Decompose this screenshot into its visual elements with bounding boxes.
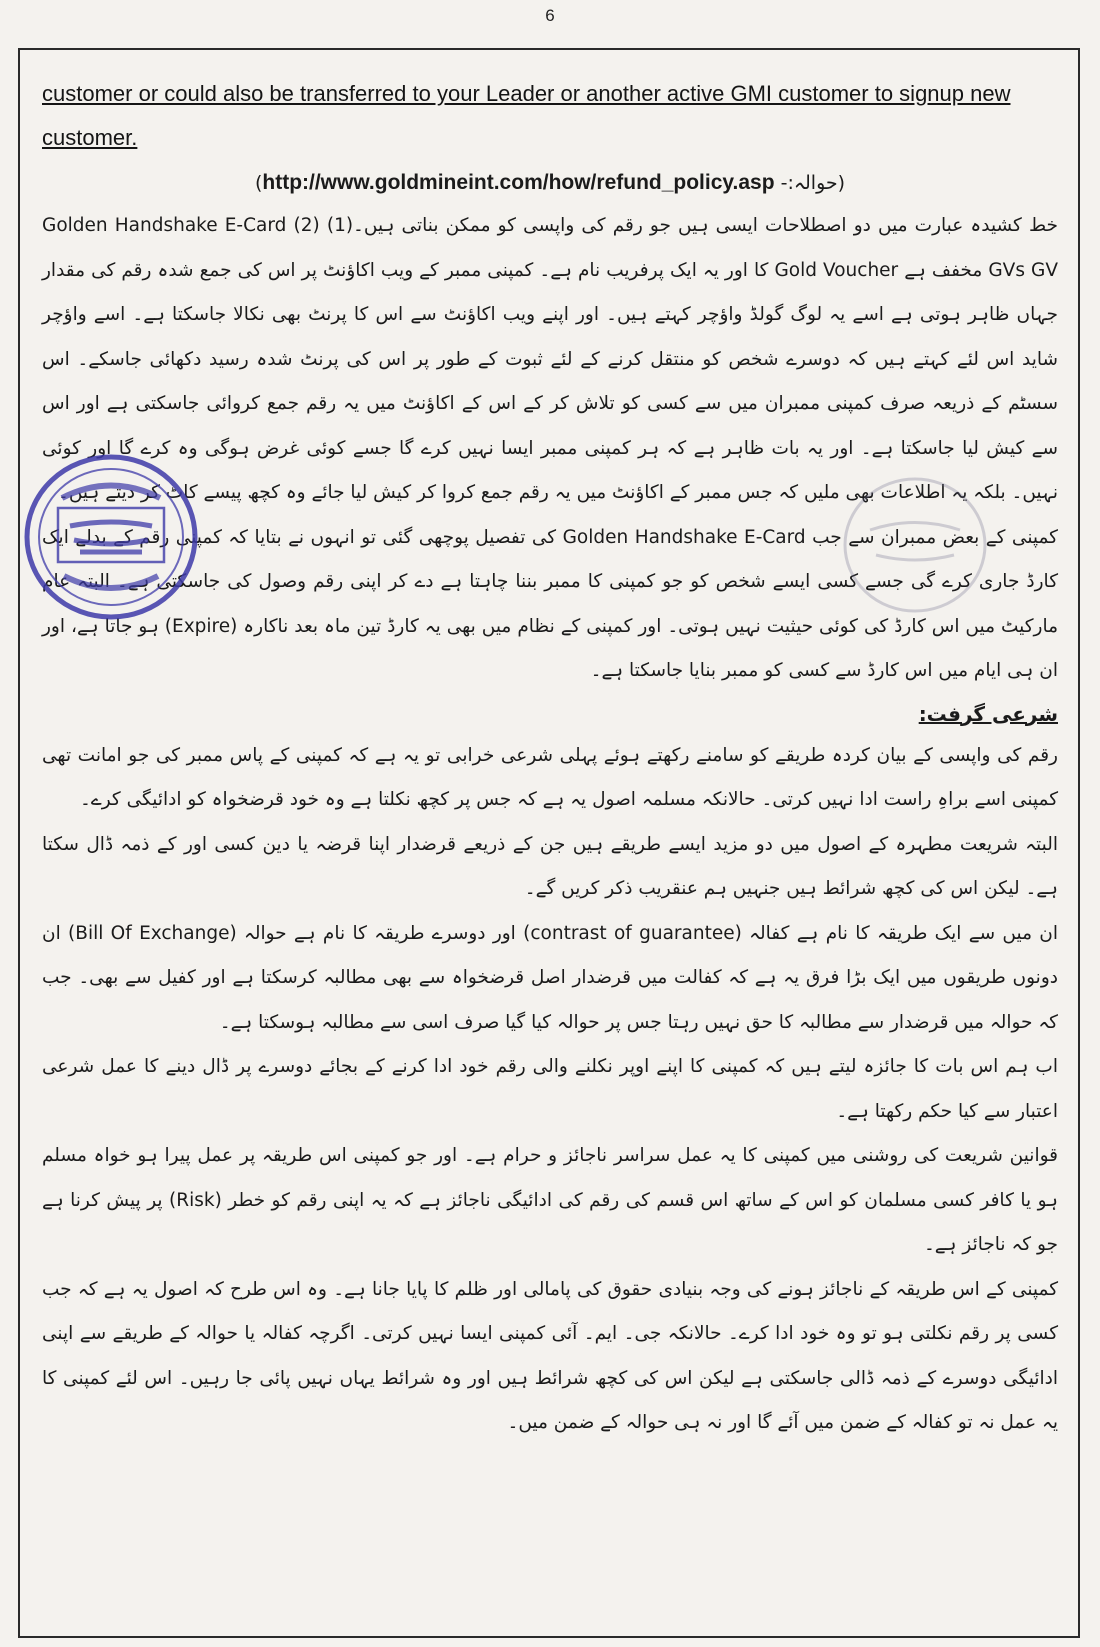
paragraph-two-methods: البتہ شریعت مطہرہ کے اصول میں دو مزید ایسے طریقے ہیں جن کے ذریعے قرضدار اپنا قرضہ یا دین کسی اور کے ذمہ ڈال سکتا ہے۔ لیکن اس کی کچھ شرائط ہیں جنہیں ہم عنقریب ذکر کریں گے۔ xyxy=(42,833,1058,899)
page-number: 6 xyxy=(545,6,555,25)
section-heading: شرعی گرفت: xyxy=(918,701,1058,726)
reference-label: (حوالہ:- xyxy=(780,172,846,194)
reference-url: http://www.goldmineint.com/how/refund_policy.asp xyxy=(262,171,775,194)
paragraph-gold-voucher: خط کشیدہ عبارت میں دو اصطلاحات ایسی ہیں جو رقم کی واپسی کو ممکن بناتی ہیں۔(1) Golden Handshake E-Card (2) GVs GV مخفف ہے Gold Voucher کا اور یہ ایک پرفریب نام ہے۔ کمپنی ممبر کے ویب اکاؤنٹ پر اس کی جمع شدہ رقم کی مقدار جہاں ظاہر ہوتی ہے اسے یہ لوگ گولڈ واؤچر کہتے ہیں۔ اور اپنے ویب اکاؤنٹ سے اس کا پرنٹ بھی نکالا جاسکتا ہے۔ اسے واؤچر شاید اس لئے کہتے ہیں کہ دوسرے شخص کو منتقل کرنے کے لئے ثبوت کے طور پر اس کی پرنٹ شدہ رسید دکھائی جاسکے۔ اس سسٹم کے ذریعہ صرف کمپنی ممبران میں سے کسی کو تلاش کر کے اس کے اکاؤنٹ میں یہ رقم جمع کروائی جاسکتی ہے اور اس سے کیش لیا جاسکتا ہے۔ اور یہ بات ظاہر ہے کہ ہر کمپنی ممبر ایسا نہیں کرے گا جسے کوئی غرض ہوگی وہ کرے گا اور کوئی نہیں۔ بلکہ یہ اطلاعات بھی ملیں کہ جس ممبر کے اکاؤنٹ میں یہ رقم جمع کروا کر کیش لیا جائے وہ کچھ پیسے کاٹ کر دیتے ہیں۔ xyxy=(42,215,1058,503)
reference-close: ) xyxy=(254,172,263,194)
paragraph-first-flaw: رقم کی واپسی کے بیان کردہ طریقے کو سامنے رکھتے ہوئے پہلی شرعی خرابی تو یہ ہے کہ کمپنی کے پاس ممبر کی جو امانت تھی کمپنی اسے براہِ راست ادا نہیں کرتی۔ حالانکہ مسلمہ اصول یہ ہے کہ جس پر کچھ نکلتا ہے وہ خود قرضخواہ کو ادائیگی کرے۔ xyxy=(42,744,1058,810)
english-quoted-text: customer or could also be transferred to your Leader or another active GMI customer to signup new customer. xyxy=(42,81,1011,150)
paragraph-ruling: قوانین شریعت کی روشنی میں کمپنی کا یہ عمل سراسر ناجائز و حرام ہے۔ اور جو کمپنی اس طریقہ پر عمل پیرا ہو خواہ مسلم ہو یا کافر کسی مسلمان کو اس کے ساتھ اس قسم کی رقم کی ادائیگی ناجائز ہے کہ یہ اپنی رقم کو خطر (Risk) پر پیش کرنا ہے جو کہ ناجائز ہے۔ xyxy=(42,1145,1058,1255)
content-frame xyxy=(18,48,1080,1638)
paragraph-reason: کمپنی کے اس طریقہ کے ناجائز ہونے کی وجہ بنیادی حقوق کی پامالی اور ظلم کا پایا جانا ہے۔ وہ اس طرح کہ اصول یہ ہے کہ جب کسی پر رقم نکلتی ہو تو وہ خود ادا کرے۔ حالانکہ جی۔ ایم۔ آئی کمپنی ایسا نہیں کرتی۔ اگرچہ کفالہ یا حوالہ کے طریقے سے اپنی ادائیگی دوسرے کے ذمہ ڈالی جاسکتی ہے لیکن اس کی کچھ شرائط ہیں اور وہ شرائط یہاں نہیں پائی جا رہیں۔ اس لئے کمپنی کا یہ عمل نہ تو کفالہ کے ضمن میں آئے گا اور نہ ہی حوالہ کے ضمن میں۔ xyxy=(42,1278,1058,1433)
reference-line xyxy=(42,162,1058,204)
paragraph-handshake-card: کمپنی کے بعض ممبران سے جب Golden Handshake E-Card کی تفصیل پوچھی گئی تو انہوں نے بتایا کہ کمپنی رقم کے بدلے ایک کارڈ جاری کرے گی جسے کسی ایسے شخص کو جو کمپنی کا ممبر بننا چاہتا ہے دے کر اپنی رقم وصول کی جاسکتی ہے۔ البتہ عام مارکیٹ میں اس کارڈ کی کوئی حیثیت نہیں ہوتی۔ اور کمپنی کے نظام میں بھی یہ کارڈ تین ماہ بعد ناکارہ (Expire) ہو جاتا ہے، اور ان ہی ایام میں اس کارڈ سے کسی کو ممبر بنایا جاسکتا ہے۔ xyxy=(42,526,1058,681)
paragraph-kafala-hawala: ان میں سے ایک طریقہ کا نام ہے کفالہ (contrast of guarantee) اور دوسرے طریقہ کا نام ہے حوالہ (Bill Of Exchange) ان دونوں طریقوں میں ایک بڑا فرق یہ ہے کہ کفالت میں قرضدار اصل قرضخواہ سے بھی مطالبہ کرسکتا ہے اور کفیل سے بھی۔ جب کہ حوالہ میں قرضدار سے مطالبہ کا حق نہیں رہتا جس پر حوالہ کیا گیا صرف اسی سے مطالبہ ہوسکتا ہے۔ xyxy=(42,922,1059,1033)
paragraph-review: اب ہم اس بات کا جائزہ لیتے ہیں کہ کمپنی کا اپنے اوپر نکلنے والی رقم خود ادا کرنے کے بجائے دوسرے پر ڈال دینے کا عمل شرعی اعتبار سے کیا حکم رکھتا ہے۔ xyxy=(42,1056,1058,1122)
